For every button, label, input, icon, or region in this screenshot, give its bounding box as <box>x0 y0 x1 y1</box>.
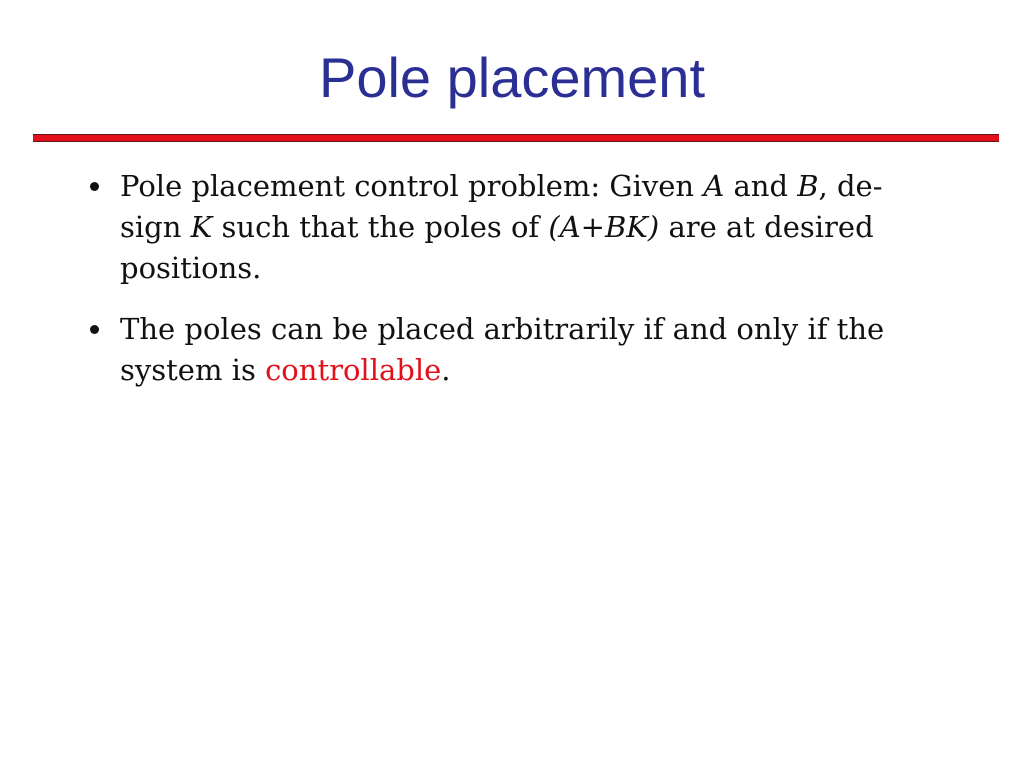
bullet-item-pole-placement-problem <box>0 166 900 289</box>
bullet-dot-icon <box>90 182 99 191</box>
bullet-text: are at desired <box>659 210 874 244</box>
bullet-text: Pole placement control problem: Given <box>120 169 704 203</box>
bullet-text: positions. <box>120 251 262 285</box>
math-A: A <box>703 169 725 203</box>
highlight-controllable: controllable <box>265 353 442 387</box>
bullet-item-controllability <box>0 309 900 391</box>
bullet-text: system is <box>120 353 266 387</box>
math-A-plus-BK: (A+BK) <box>548 210 660 244</box>
bullet-text: , de- <box>818 169 883 203</box>
slide-title: Pole placement <box>318 46 705 109</box>
bullet-text: sign <box>120 210 191 244</box>
bullet-text: The poles can be placed arbitrarily if and only if the <box>120 312 885 346</box>
bullet-dot-icon <box>90 325 99 334</box>
bullet-list <box>0 166 1024 411</box>
title-divider <box>33 134 999 142</box>
bullet-text: and <box>724 169 798 203</box>
math-B: B <box>797 169 819 203</box>
bullet-text: such that the poles of <box>212 210 549 244</box>
bullet-text: . <box>441 353 451 387</box>
math-K: K <box>190 210 213 244</box>
